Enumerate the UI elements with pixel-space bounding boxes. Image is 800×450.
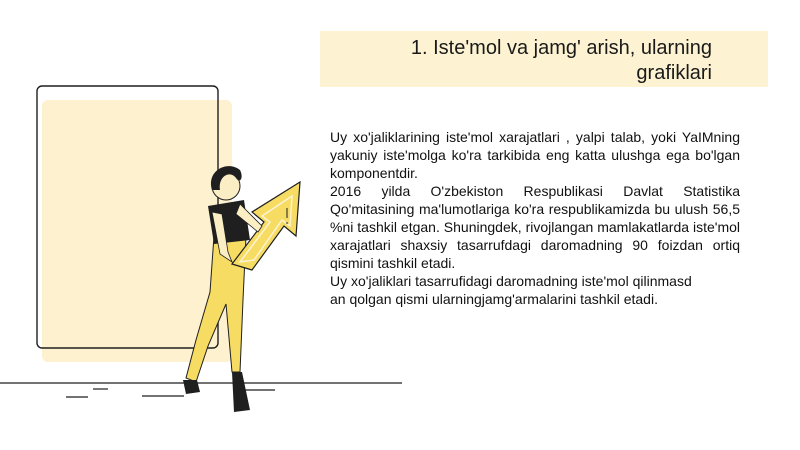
title-line-2: grafiklari: [636, 62, 712, 84]
shoe-right: [232, 372, 250, 412]
title-line-1: 1. Iste'mol va jamg' arish, ularning: [410, 37, 712, 59]
slide-title: [340, 36, 712, 86]
paragraph-1: Uy xo'jaliklarining iste'mol xarajatlari , yalpi talab, yoki YaIMning yakuniy iste'molga ko'ra tarkibida eng katta ulushga ega bo'lgan komponentdir.: [330, 129, 740, 181]
paragraph-4: an qolgan qismi ularningjamg'armalarini tashkil etadi.: [330, 291, 658, 307]
woman-holding-arrow-illustration: [0, 80, 420, 420]
paragraph-3: Uy xo'jaliklari tasarrufidagi daromadning iste'mol qilinmasd: [330, 273, 692, 289]
shoe-left: [183, 380, 200, 394]
paragraph-2: 2016 yilda O'zbekiston Respublikasi Davlat Statistika Qo'mitasining ma'lumotlariga ko'ra respublikamizda bu ulush 56,5 %ni tashkil etgan. Shuningdek, rivojlangan mamlakatlarda iste'mol xarajatlari shaxsiy tasarrufdagi daromadning 90 foizdan ortiq qismini tashkil etadi.: [330, 183, 740, 271]
